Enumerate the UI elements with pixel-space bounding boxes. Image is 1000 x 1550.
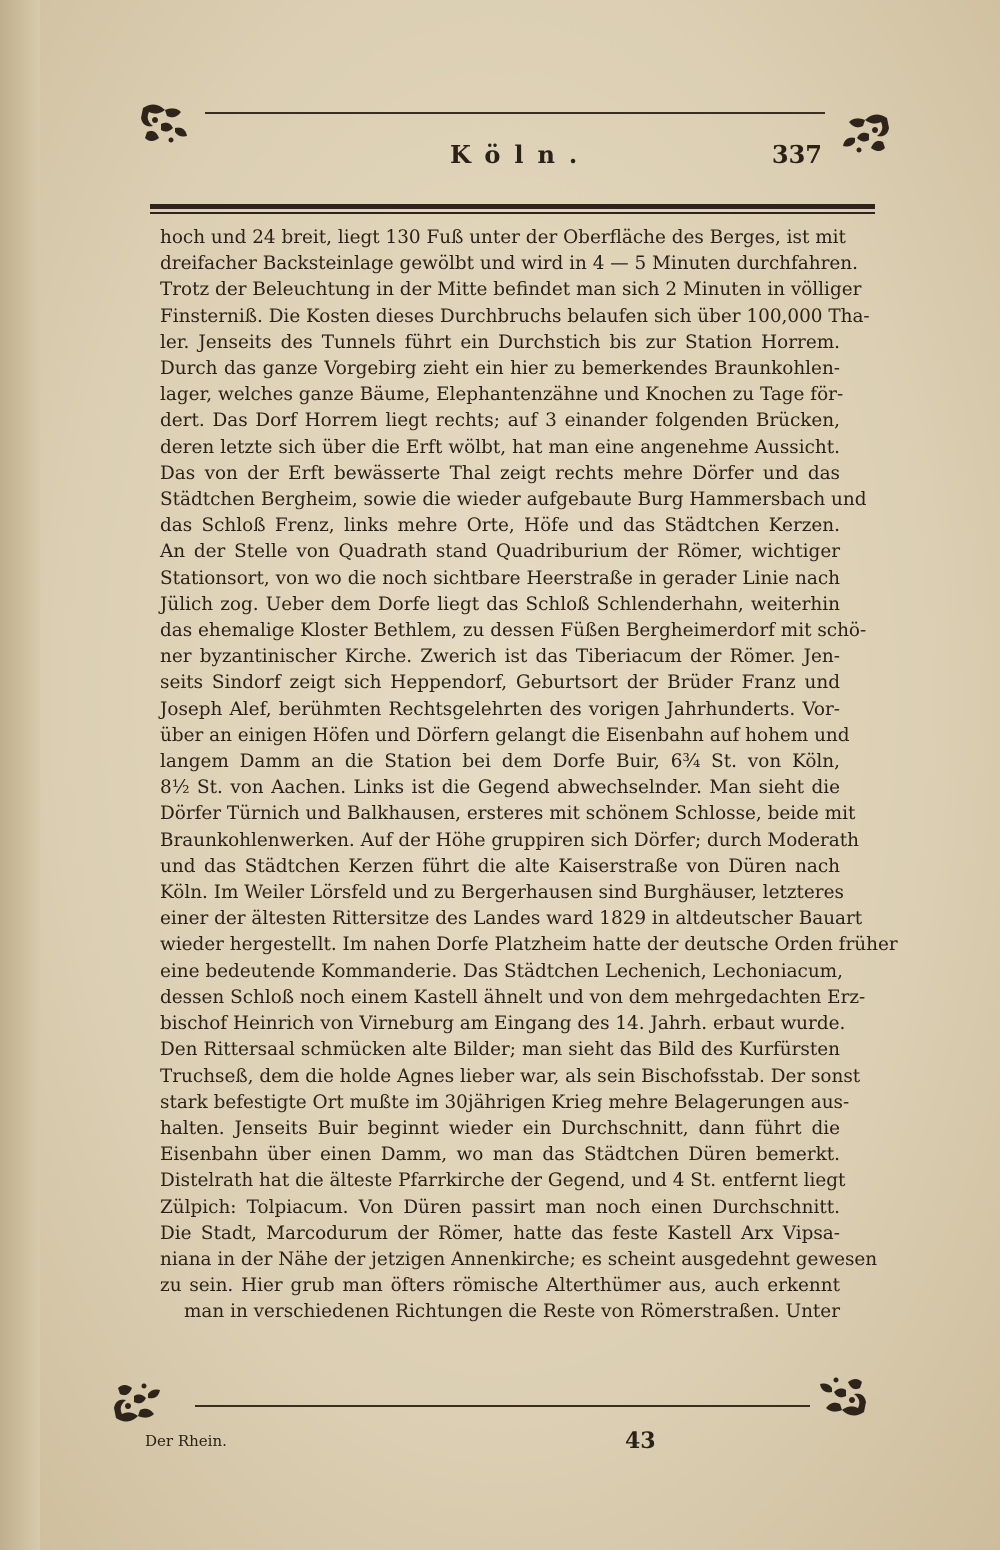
text-line: Distelrath hat die älteste Pfarrkirche der Gegend, und 4 St. entfernt liegt — [160, 1170, 846, 1192]
text-line: dreifacher Backsteinlage gewölbt und wird in 4 — 5 Minuten durchfahren. — [160, 253, 858, 275]
text-line: Finsterniß. Die Kosten dieses Durchbruchs belaufen sich über 100,000 Tha- — [160, 305, 870, 327]
text-line: seits Sindorf zeigt sich Heppendorf, Geburtsort der Brüder Franz und — [160, 672, 840, 694]
text-line: zu sein. Hier grub man öfters römische Alterthümer aus, auch erkennt — [160, 1275, 840, 1297]
page-gutter-shadow — [0, 0, 40, 1550]
printer-signature: Der Rhein. — [145, 1432, 227, 1450]
text-line: halten. Jenseits Buir beginnt wieder ein Durchschnitt, dann führt die — [160, 1117, 840, 1139]
text-line: Jülich zog. Ueber dem Dorfe liegt das Schloß Schlenderhahn, weiterhin — [160, 593, 840, 615]
text-line: Städtchen Bergheim, sowie die wieder aufgebaute Burg Hammersbach und — [160, 489, 867, 511]
body-text — [160, 225, 898, 1326]
text-line: über an einigen Höfen und Dörfern gelangt die Eisenbahn auf hohem und — [160, 724, 850, 746]
text-line: ner byzantinischer Kirche. Zwerich ist das Tiberiacum der Römer. Jen- — [160, 646, 840, 668]
text-line: man in verschiedenen Richtungen die Reste von Römerstraßen. Unter — [183, 1301, 840, 1323]
frame-bottom-rule — [195, 1405, 810, 1407]
text-line: Stationsort, von wo die noch sichtbare Heerstraße in gerader Linie nach — [160, 567, 840, 589]
header-rule-thick — [150, 204, 875, 209]
page-header — [150, 140, 830, 180]
corner-ornament-bottom-right-icon — [812, 1362, 872, 1422]
text-line: dessen Schloß noch einem Kastell ähnelt und von dem mehrgedachten Erz- — [160, 986, 866, 1008]
signature-number: 43 — [625, 1428, 656, 1454]
text-line: Die Stadt, Marcodurum der Römer, hatte das feste Kastell Arx Vipsa- — [160, 1222, 840, 1244]
text-line: einer der ältesten Rittersitze des Landes ward 1829 in altdeutscher Bauart — [160, 908, 863, 930]
text-line: Eisenbahn über einen Damm, wo man das Städtchen Düren bemerkt. — [160, 1144, 840, 1166]
text-line: wieder hergestellt. Im nahen Dorfe Platzheim hatte der deutsche Orden früher — [160, 934, 898, 956]
text-line: eine bedeutende Kommanderie. Das Städtchen Lechenich, Lechoniacum, — [160, 960, 843, 982]
text-line: Truchseß, dem die holde Agnes lieber war, als sein Bischofsstab. Der sonst — [160, 1065, 861, 1087]
text-line: hoch und 24 breit, liegt 130 Fuß unter der Oberfläche des Berges, ist mit — [160, 227, 846, 248]
text-line: Zülpich: Tolpiacum. Von Düren passirt man noch einen Durchschnitt. — [160, 1196, 840, 1218]
running-title: Köln. — [450, 140, 592, 169]
text-line: langem Damm an die Station bei dem Dorfe Buir, 6¾ St. von Köln, — [160, 751, 840, 773]
text-line: Joseph Alef, berühmten Rechtsgelehrten des vorigen Jahrhunderts. Vor- — [160, 698, 840, 720]
text-line: deren letzte sich über die Erft wölbt, hat man eine angenehme Aussicht. — [160, 436, 840, 458]
text-line: und das Städtchen Kerzen führt die alte Kaiserstraße von Düren nach — [160, 855, 840, 877]
text-line: niana in der Nähe der jetzigen Annenkirche; es scheint ausgedehnt gewesen — [160, 1248, 878, 1270]
text-line: Dörfer Türnich und Balkhausen, ersteres mit schönem Schlosse, beide mit — [160, 803, 856, 825]
corner-ornament-bottom-left-icon — [108, 1368, 168, 1428]
text-line: lager, welches ganze Bäume, Elephantenzähne und Knochen zu Tage för- — [160, 384, 844, 406]
corner-ornament-top-right-icon — [835, 108, 895, 168]
text-line: dert. Das Dorf Horrem liegt rechts; auf 3 einander folgenden Brücken, — [160, 410, 840, 432]
text-line: das ehemalige Kloster Bethlem, zu dessen Füßen Bergheimerdorf mit schö- — [160, 620, 867, 642]
text-line: Den Rittersaal schmücken alte Bilder; man sieht das Bild des Kurfürsten — [160, 1039, 840, 1061]
text-line: Trotz der Beleuchtung in der Mitte befindet man sich 2 Minuten in völliger — [160, 279, 862, 301]
text-line: Braunkohlenwerken. Auf der Höhe gruppiren sich Dörfer; durch Moderath — [160, 829, 859, 851]
header-rule-thin — [150, 212, 875, 214]
text-line: ler. Jenseits des Tunnels führt ein Durchstich bis zur Station Horrem. — [160, 331, 840, 353]
text-line: Köln. Im Weiler Lörsfeld und zu Bergerhausen sind Burghäuser, letzteres — [160, 882, 844, 904]
text-line: das Schloß Frenz, links mehre Orte, Höfe und das Städtchen Kerzen. — [160, 515, 840, 537]
frame-top-rule — [205, 112, 825, 114]
text-line: 8½ St. von Aachen. Links ist die Gegend abwechselnder. Man sieht die — [160, 777, 840, 799]
text-line: Durch das ganze Vorgebirg zieht ein hier zu bemerkendes Braunkohlen- — [160, 358, 840, 380]
text-line: stark befestigte Ort mußte im 30jährigen Krieg mehre Belagerungen aus- — [160, 1091, 850, 1113]
text-line: Das von der Erft bewässerte Thal zeigt rechts mehre Dörfer und das — [160, 462, 840, 484]
text-line: bischof Heinrich von Virneburg am Eingang des 14. Jahrh. erbaut wurde. — [160, 1013, 846, 1035]
text-line: An der Stelle von Quadrath stand Quadriburium der Römer, wichtiger — [160, 541, 840, 563]
page-number: 337 — [771, 140, 822, 169]
